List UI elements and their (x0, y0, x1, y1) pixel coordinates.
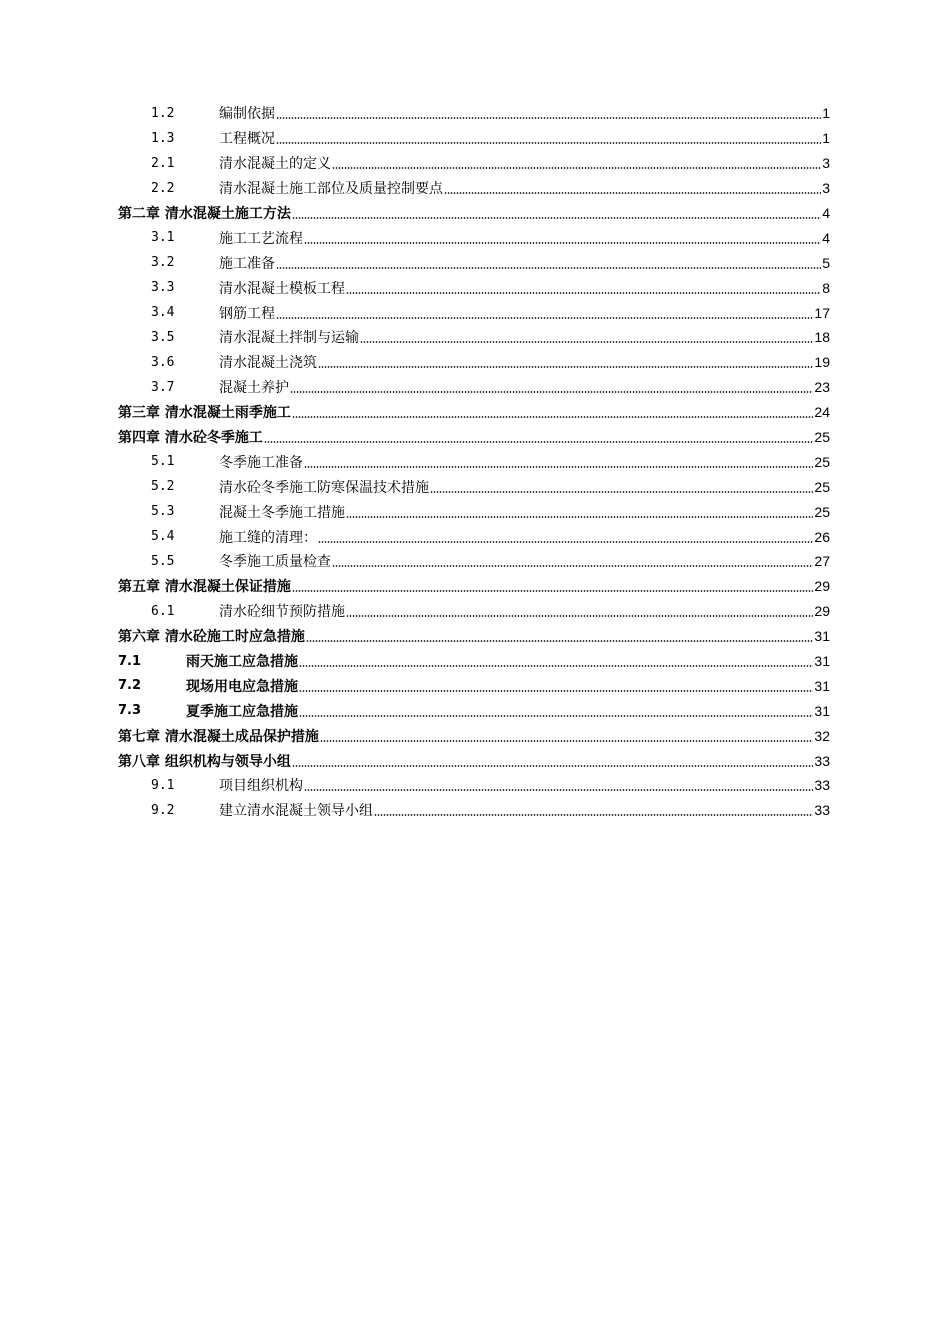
toc-chapter-entry[interactable] (118, 400, 830, 425)
toc-entry-number: 9.1 (151, 777, 175, 793)
toc-entry-number: 7.1 (118, 653, 142, 669)
toc-entry-title: 混凝土冬季施工措施 (219, 504, 345, 521)
toc-section-entry[interactable] (118, 499, 830, 524)
toc-entry-number: 3.5 (151, 329, 175, 345)
toc-entry-number: 5.3 (151, 504, 175, 520)
dot-leader (264, 441, 814, 443)
toc-entry-page: 19 (814, 354, 830, 371)
toc-entry-title: 第五章 清水混凝土保证措施 (118, 579, 291, 596)
toc-entry-page: 18 (814, 329, 830, 346)
dot-leader (304, 789, 813, 791)
toc-entry-page: 26 (814, 528, 830, 545)
dot-leader (292, 765, 814, 767)
toc-entry-title: 清水混凝土拌制与运输 (219, 330, 359, 347)
toc-chapter-entry[interactable] (118, 624, 830, 649)
toc-entry-number: 1.3 (151, 130, 175, 146)
toc-entry-number: 3.2 (151, 255, 175, 271)
dot-leader (346, 615, 813, 617)
toc-entry-title: 清水混凝土施工部位及质量控制要点 (219, 181, 443, 198)
toc-entry-page: 24 (814, 404, 830, 421)
toc-section-entry[interactable] (118, 599, 830, 624)
toc-section-entry[interactable] (118, 649, 830, 674)
toc-section-entry[interactable] (118, 449, 830, 474)
dot-leader (360, 341, 813, 343)
dot-leader (320, 740, 814, 742)
toc-section-entry[interactable] (118, 126, 830, 151)
toc-section-entry[interactable] (118, 300, 830, 325)
toc-section-entry[interactable] (118, 225, 830, 250)
toc-entry-page: 1 (822, 130, 830, 147)
toc-section-entry[interactable] (118, 798, 830, 823)
toc-entry-title: 雨天施工应急措施 (186, 654, 298, 671)
dot-leader (299, 690, 813, 692)
dot-leader (332, 565, 813, 567)
toc-entry-number: 2.2 (151, 180, 175, 196)
toc-entry-number: 7.3 (118, 703, 142, 719)
toc-entry-page: 5 (822, 254, 830, 271)
toc-section-entry[interactable] (118, 250, 830, 275)
toc-section-entry[interactable] (118, 773, 830, 798)
toc-entry-page: 4 (822, 205, 830, 221)
toc-entry-title: 夏季施工应急措施 (186, 703, 298, 720)
toc-section-entry[interactable] (118, 698, 830, 723)
toc-entry-page: 8 (822, 279, 830, 296)
dot-leader (304, 466, 813, 468)
toc-entry-page: 33 (814, 777, 830, 794)
toc-entry-title: 施工缝的清理： (219, 529, 317, 546)
toc-entry-page: 25 (814, 429, 830, 446)
dot-leader (346, 516, 813, 518)
toc-entry-title: 清水混凝土模板工程 (219, 280, 345, 297)
toc-entry-title: 第六章 清水砼施工时应急措施 (118, 629, 305, 646)
toc-entry-title: 工程概况 (219, 131, 275, 148)
toc-section-entry[interactable] (118, 673, 830, 698)
toc-section-entry[interactable] (118, 101, 830, 126)
toc-chapter-entry[interactable] (118, 748, 830, 773)
dot-leader (374, 814, 813, 816)
toc-chapter-entry[interactable] (118, 574, 830, 599)
toc-entry-page: 31 (814, 702, 830, 719)
toc-entry-page: 25 (814, 503, 830, 520)
toc-entry-page: 31 (814, 677, 830, 694)
toc-entry-page: 25 (814, 478, 830, 495)
toc-entry-page: 25 (814, 453, 830, 470)
toc-entry-page: 1 (822, 105, 830, 122)
toc-entry-page: 31 (814, 653, 830, 670)
toc-entry-page: 29 (814, 578, 830, 595)
toc-entry-number: 7.2 (118, 678, 142, 694)
toc-entry-title: 第七章 清水混凝土成品保护措施 (118, 728, 319, 745)
toc-chapter-entry[interactable] (118, 425, 830, 450)
dot-leader (306, 640, 814, 642)
toc-entry-title: 第三章 清水混凝土雨季施工 (118, 405, 291, 422)
dot-leader (276, 317, 813, 319)
toc-entry-number: 6.1 (151, 603, 175, 619)
toc-entry-number: 3.1 (151, 230, 175, 246)
toc-section-entry[interactable] (118, 350, 830, 375)
toc-entry-page: 23 (814, 379, 830, 396)
toc-entry-page: 4 (822, 229, 830, 246)
toc-entry-number: 3.3 (151, 280, 175, 296)
toc-entry-number: 9.2 (151, 802, 175, 818)
toc-entry-title: 第四章 清水砼冬季施工 (118, 430, 263, 447)
dot-leader (430, 491, 813, 493)
toc-entry-number: 3.6 (151, 354, 175, 370)
toc-entry-title: 第二章 清水混凝土施工方法 (118, 206, 291, 222)
toc-entry-title: 冬季施工质量检查 (219, 554, 331, 571)
toc-entry-page: 27 (814, 553, 830, 570)
dot-leader (299, 665, 813, 667)
toc-entry-title: 编制依据 (219, 106, 275, 123)
toc-entry-title: 清水砼细节预防措施 (219, 604, 345, 621)
toc-entry-title: 冬季施工准备 (219, 454, 303, 471)
toc-entry-page: 33 (814, 802, 830, 819)
toc-entry-number: 2.1 (151, 155, 175, 171)
toc-entry-number: 3.4 (151, 305, 175, 321)
toc-section-entry[interactable] (118, 325, 830, 350)
toc-entry-number: 5.2 (151, 479, 175, 495)
toc-entry-page: 29 (814, 603, 830, 620)
toc-entry-number: 5.5 (151, 553, 175, 569)
toc-section-entry[interactable] (118, 474, 830, 499)
dot-leader (444, 192, 821, 194)
toc-entry-page: 32 (814, 727, 830, 744)
toc-section-entry[interactable] (118, 176, 830, 201)
toc-section-entry[interactable] (118, 549, 830, 574)
dot-leader (332, 167, 821, 169)
toc-entry-title: 清水砼冬季施工防寒保温技术措施 (219, 479, 429, 496)
dot-leader (276, 142, 821, 144)
toc-section-entry[interactable] (118, 275, 830, 300)
dot-leader (346, 292, 821, 294)
dot-leader (299, 715, 813, 717)
toc-section-entry[interactable] (118, 151, 830, 176)
toc-entry-page: 17 (814, 304, 830, 321)
toc-entry-title: 混凝土养护 (219, 380, 289, 397)
toc-entry-number: 3.7 (151, 379, 175, 395)
toc-entry-title: 项目组织机构 (219, 778, 303, 795)
toc-entry-number: 5.4 (151, 529, 175, 545)
toc-entry-title: 清水混凝土的定义 (219, 156, 331, 173)
table-of-contents (118, 101, 830, 823)
toc-entry-title: 清水混凝土浇筑 (219, 355, 317, 372)
toc-entry-title: 现场用电应急措施 (186, 678, 298, 695)
dot-leader (276, 267, 821, 269)
toc-section-entry[interactable] (118, 524, 830, 549)
toc-entry-page: 33 (814, 752, 830, 769)
toc-entry-number: 1.2 (151, 105, 175, 121)
toc-entry-title: 建立清水混凝土领导小组 (219, 803, 373, 820)
dot-leader (292, 217, 821, 219)
dot-leader (318, 541, 813, 543)
dot-leader (290, 391, 813, 393)
toc-entry-page: 3 (822, 180, 830, 197)
dot-leader (292, 416, 814, 418)
dot-leader (318, 366, 813, 368)
toc-entry-number: 5.1 (151, 454, 175, 470)
toc-chapter-entry[interactable] (118, 723, 830, 748)
dot-leader (276, 117, 821, 119)
toc-entry-page: 3 (822, 155, 830, 172)
toc-entry-title: 钢筋工程 (219, 305, 275, 322)
toc-entry-page: 31 (814, 628, 830, 645)
dot-leader (292, 590, 814, 592)
toc-entry-title: 第八章 组织机构与领导小组 (118, 753, 291, 770)
toc-entry-title: 施工准备 (219, 255, 275, 272)
toc-section-entry[interactable] (118, 375, 830, 400)
dot-leader (304, 242, 821, 244)
toc-entry-title: 施工工艺流程 (219, 230, 303, 247)
toc-chapter-entry[interactable] (118, 201, 830, 226)
